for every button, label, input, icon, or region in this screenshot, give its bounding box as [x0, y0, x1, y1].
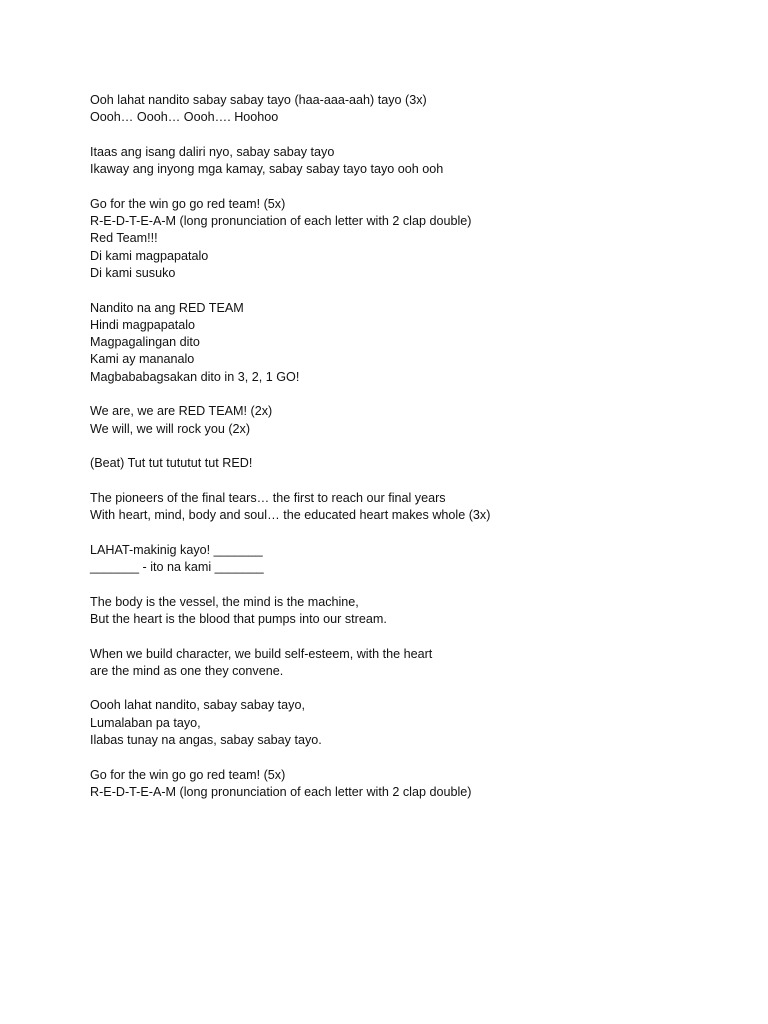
lyric-line: The body is the vessel, the mind is the machine,	[90, 594, 359, 609]
lyric-line: When we build character, we build self-esteem, with the heart	[90, 646, 433, 661]
stanza	[90, 767, 730, 802]
lyric-line: Magpagalingan dito	[90, 335, 200, 350]
stanza	[90, 196, 730, 282]
lyrics-body	[90, 92, 730, 818]
lyric-line: are the mind as one they convene.	[90, 663, 284, 678]
lyric-line: The pioneers of the final tears… the first to reach our final years	[90, 490, 446, 505]
lyric-line: Itaas ang isang daliri nyo, sabay sabay tayo	[90, 144, 335, 159]
stanza	[90, 92, 730, 127]
lyric-line: Kami ay mananalo	[90, 352, 195, 367]
lyric-line: Di kami magpapatalo	[90, 248, 209, 263]
stanza	[90, 697, 730, 749]
lyric-line: R-E-D-T-E-A-M (long pronunciation of each letter with 2 clap double)	[90, 214, 472, 229]
lyric-line: Hindi magpapatalo	[90, 317, 196, 332]
stanza	[90, 646, 730, 681]
stanza	[90, 300, 730, 386]
lyric-line: Oooh… Oooh… Oooh…. Hoohoo	[90, 110, 279, 125]
stanza	[90, 542, 730, 577]
stanza	[90, 490, 730, 525]
lyric-line: R-E-D-T-E-A-M (long pronunciation of each letter with 2 clap double)	[90, 784, 472, 799]
stanza	[90, 403, 730, 438]
lyric-line: Go for the win go go red team! (5x)	[90, 767, 286, 782]
lyric-line: Ikaway ang inyong mga kamay, sabay sabay tayo tayo ooh ooh	[90, 162, 444, 177]
lyric-line: Nandito na ang RED TEAM	[90, 300, 244, 315]
lyric-line: Lumalaban pa tayo,	[90, 715, 201, 730]
lyric-line: Oooh lahat nandito, sabay sabay tayo,	[90, 698, 305, 713]
lyric-line: Go for the win go go red team! (5x)	[90, 196, 286, 211]
lyric-line: Ilabas tunay na angas, sabay sabay tayo.	[90, 732, 322, 747]
lyric-line: _______ - ito na kami _______	[90, 560, 264, 575]
stanza	[90, 144, 730, 179]
lyric-line: With heart, mind, body and soul… the educated heart makes whole (3x)	[90, 508, 491, 523]
lyric-line: LAHAT-makinig kayo! _______	[90, 542, 263, 557]
lyric-line: Magbababagsakan dito in 3, 2, 1 GO!	[90, 369, 300, 384]
lyric-line: Ooh lahat nandito sabay sabay tayo (haa-aaa-aah) tayo (3x)	[90, 93, 427, 107]
lyric-line: Di kami susuko	[90, 265, 176, 280]
stanza	[90, 594, 730, 629]
lyric-line: We will, we will rock you (2x)	[90, 421, 251, 436]
lyric-line: Red Team!!!	[90, 231, 158, 246]
lyric-line: We are, we are RED TEAM! (2x)	[90, 404, 273, 419]
lyric-line: But the heart is the blood that pumps into our stream.	[90, 611, 387, 626]
stanza	[90, 455, 730, 472]
lyric-line: (Beat) Tut tut tututut tut RED!	[90, 456, 253, 471]
